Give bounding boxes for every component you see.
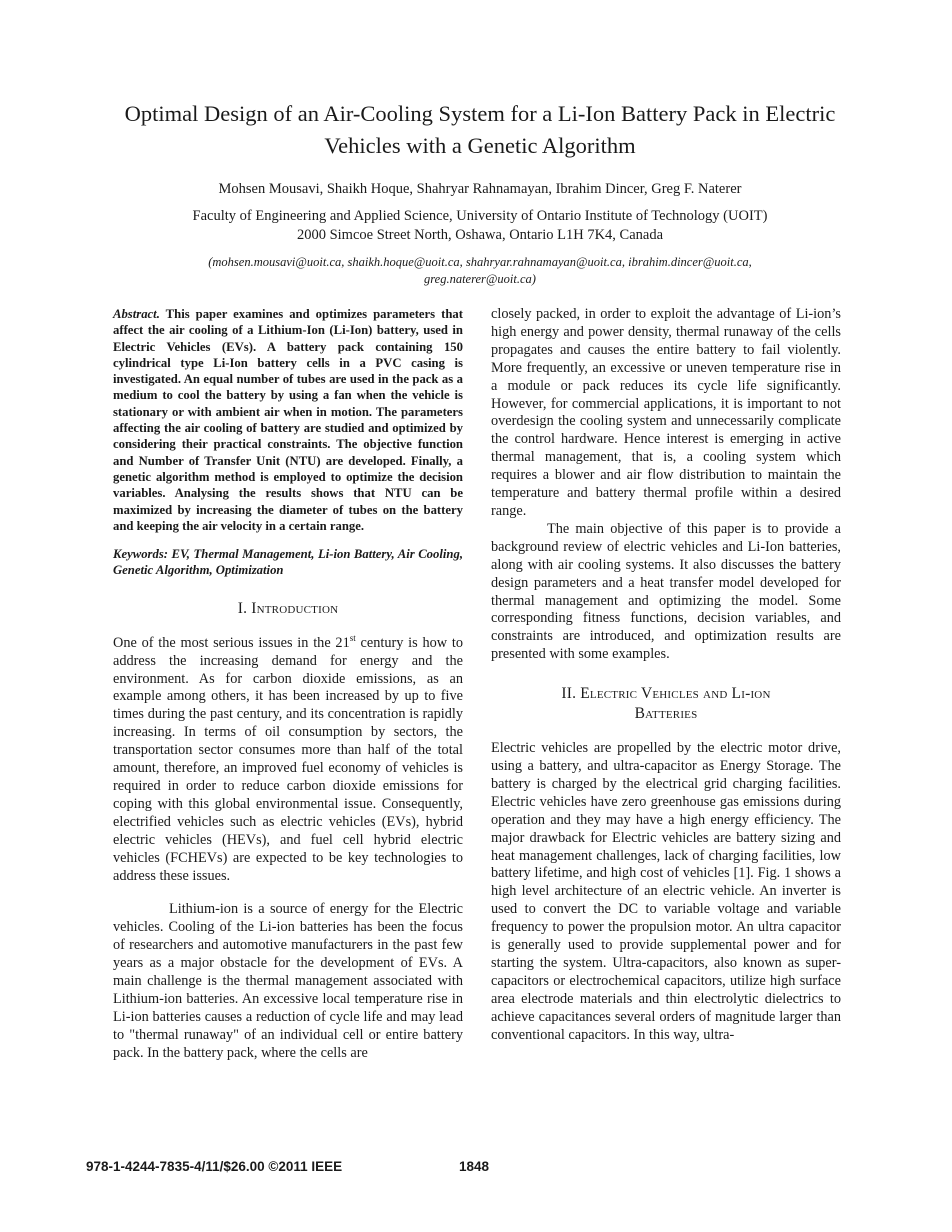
affiliation-line-1: Faculty of Engineering and Applied Science, University of Ontario Institute of Technology (UOIT) [192, 208, 768, 224]
affiliation-line-2: 2000 Simcoe Street North, Oshawa, Ontario L1H 7K4, Canada [296, 227, 664, 243]
abstract-label: Abstract. [113, 307, 160, 321]
affiliation [100, 207, 860, 245]
author-emails: (mohsen.mousavi@uoit.ca, shaikh.hoque@uoit.ca, shahryar.rahnamayan@uoit.ca, ibrahim.dincer@uoit.ca, greg.naterer@uoit.ca) [208, 255, 752, 286]
intro-p1-after: century is how to address the increasing demand for energy and the environment. As for carbon dioxide emissions, as an example among others, it has been increased by up to five times during the past century, and its concentration is rapidly increasing. In terms of oil consumption by sectors, the transportation sector consumes more than half of the total amount, therefore, an improved fuel economy of vehicles is required in order to reduce carbon dioxide emissions for coping with this global environmental issue. Consequently, electrified vehicles such as electric vehicles (EVs), hybrid electric vehicles (HEVs), and fuel cell hybrid electric vehicles (FCHEVs) are expected to be key technologies to address these issues. [113, 634, 463, 884]
section-2-title-line-2: Batteries [634, 705, 698, 723]
footer-page-number: 1848 [459, 1159, 490, 1174]
abstract [113, 306, 463, 534]
section-2-heading [491, 684, 841, 724]
intro-paragraph-2: Lithium-ion is a source of energy for the Electric vehicles. Cooling of the Li-ion batteries has been the focus of researchers and automotive manufacturers in the past few years as a major obstacle for the development of EVs. A main challenge is the thermal management associated with Lithium-ion batteries. An excessive local temperature rise in Li-ion batteries causes a reduction of cycle life and may lead to "thermal runaway" of an individual cell or entire battery pack. In the battery pack, where the cells are [113, 901, 463, 1061]
section-2-title-line-1: Electric Vehicles and Li-ion [580, 685, 771, 703]
section-2-paragraph-1: Electric vehicles are propelled by the electric motor drive, using a battery, and ultra-capacitor as Energy Storage. The battery is charged by the electrical grid charging facilities. Electric vehicles have zero greenhouse gas emissions during operation and they may have a high energy efficiency. The major drawback for Electric vehicles are battery sizing and heat management challenges, lack of charging facilities, low battery lifetime, and high cost of vehicles [1]. Fig. 1 shows a high level architecture of an electric vehicle. An inverter is used to convert the DC to variable voltage and variable frequency to power the propulsion motor. An ultra capacitor is generally used to provide supplemental power and for starting the system. Ultra-capacitors, also known as super-capacitors or electrochemical capacitors, utilize high surface area electrode materials and thin electrolytic dielectrics to achieve capacitances several orders of magnitude larger than conventional capacitors. In this way, ultra- [491, 740, 841, 1043]
intro-paragraph-3: The main objective of this paper is to provide a background review of electric vehicles and Li-Ion batteries, along with air cooling systems. It also discusses the battery design parameters and a heat transfer model developed for thermal management and optimizing the model. Some corresponding fitness functions, decision variables, and constraints are introduced, and optimization results are presented with some examples. [491, 520, 841, 663]
section-1-heading [113, 599, 463, 619]
abstract-text: This paper examines and optimizes parameters that affect the air cooling of a Lithium-Ion (Li-Ion) battery, used in Electric Vehicles (EVs). A battery pack containing 150 cylindrical type Li-Ion battery cells in a PVC casing is investigated. An equal number of tubes are used in the pack as a medium to cool the battery by using a fan when the vehicle is stationary or with ambient air when in motion. The parameters affecting the air cooling of battery are studied and optimized by considering their practical constraints. The objective function and Number of Transfer Unit (NTU) are developed. Finally, a genetic algorithm method is employed to optimize the decision variables. Analysing the results shows that NTU can be maximized by increasing the diameter of tubes on the battery and keeping the air velocity in a certain range. [113, 307, 463, 533]
section-2-number: II. [561, 685, 577, 703]
footer-isbn: 978-1-4244-7835-4/11/$26.00 ©2011 IEEE [86, 1159, 343, 1174]
paper-title: Optimal Design of an Air-Cooling System for a Li-Ion Battery Pack in Electric Vehicles with a Genetic Algorithm [124, 101, 836, 158]
left-column [113, 306, 463, 1063]
intro-paragraph-1 [113, 632, 463, 886]
author-list: Mohsen Mousavi, Shaikh Hoque, Shahryar Rahnamayan, Ibrahim Dincer, Greg F. Naterer [218, 181, 742, 197]
section-1-title: Introduction [251, 599, 339, 617]
keywords: Keywords: EV, Thermal Management, Li-ion Battery, Air Cooling, Genetic Algorithm, Optimization [113, 547, 463, 578]
intro-paragraph-2-continued: closely packed, in order to exploit the advantage of Li-ion’s high energy and power density, thermal runaway of the cells propagates and causes the entire battery to fail violently. More frequently, an excessive or uneven temperature rise in a module or pack reduces its cycle life significantly. However, for commercial applications, it is important to not overdesign the cooling system and unnecessarily complicate the control hardware. Hence interest is emerging in active thermal management, that is, a cooling system which requires a blower and air flow distribution to maintain the temperature and battery thermal profile within a desired range. [491, 306, 841, 519]
intro-p1-before: One of the most serious issues in the 21 [113, 634, 350, 651]
right-column [491, 306, 841, 1045]
intro-p1-sup: st [349, 632, 356, 643]
section-1-number: I. [237, 599, 248, 617]
